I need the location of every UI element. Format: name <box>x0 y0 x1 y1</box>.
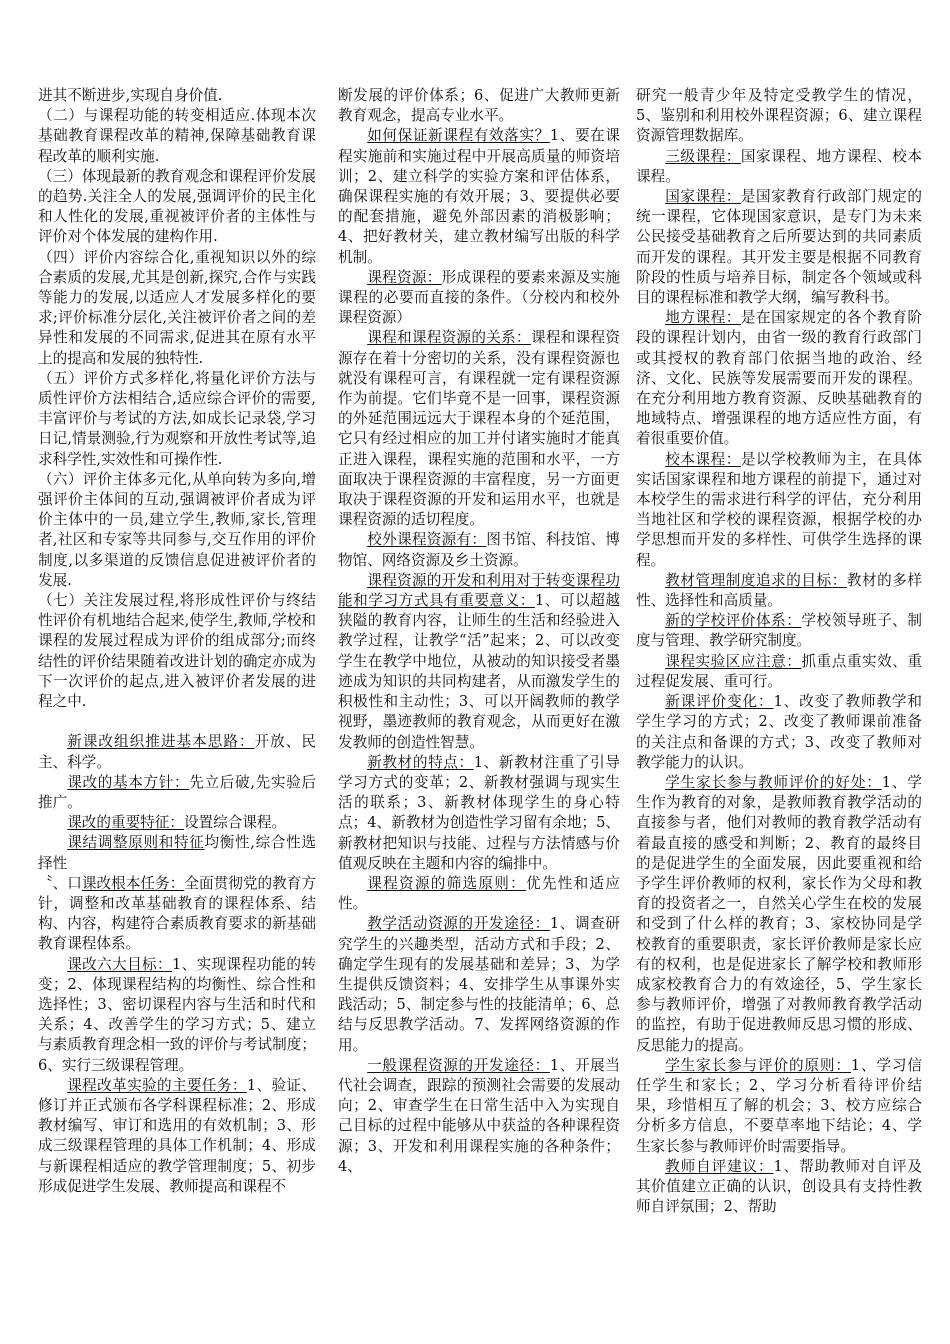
paragraph <box>636 773 922 1056</box>
paragraph <box>636 692 922 773</box>
paragraph-text: 1、实现课程功能的转变；2、体现课程结构的均衡性、综合性和选择性；3、密切课程内容与生活和时代和关系；4、改善学生的学习方式；5、建立与素质教育理念相一致的评价与考试制度；6、实行三级课程管理。 <box>38 955 316 1074</box>
paragraph-heading: 课程资源的筛选原则： <box>367 874 526 892</box>
paragraph <box>636 1056 922 1157</box>
paragraph-text: 优先性和适应性。 <box>338 874 620 913</box>
paragraph-heading: 课程改革实验的主要任务： <box>67 1076 247 1094</box>
paragraph <box>38 369 316 470</box>
paragraph <box>338 571 620 753</box>
paragraph <box>636 571 922 611</box>
paragraph <box>38 773 316 813</box>
paragraph-text: 进其不断进步,实现自身价值. <box>38 87 223 104</box>
paragraph <box>338 874 620 914</box>
paragraph <box>38 833 316 873</box>
paragraph-text: 1、改变了教师教学和学生学习的方式；2、改变了教师课前准备的关注点和备课的方式；3、改变了教师对教学能力的认识。 <box>636 693 922 771</box>
paragraph-text: 1、新教材注重了引导学习方式的变革；2、新教材强调与现实生活的联系；3、新教材体现学生的身心特点；4、新教材为创造性学习留有余地；5、新教材把知识与技能、过程与方法情感与价值观反映在主题和内容的编排中。 <box>338 753 620 872</box>
paragraph-text: 1、验证、修订并正式颁布各学科课程标准；2、形成教材编写、审订和选用的有效机制；3、形成三级课程管理的具体工作机制；4、形成与新课程相适应的教学管理制度；5、初步形成促进学生发展、教师提高和课程不 <box>38 1076 316 1195</box>
paragraph-heading: 教材管理制度追求的目标： <box>665 571 847 589</box>
paragraph-text: 1、调查研究学生的兴趣类型，活动方式和手段；2、确定学生现有的发展基础和差异；3、为学生提供反馈资料；4、安排学生从事课外实践活动；5、制定参与性的技能清单；6、总结与反思教学活动。7、发挥网络资源的作用。 <box>338 915 620 1054</box>
paragraph <box>38 470 316 591</box>
paragraph <box>38 813 316 833</box>
paragraph <box>38 732 316 772</box>
paragraph-heading: 三级课程： <box>665 147 741 165</box>
paragraph-text: 1、帮助教师对自评及其价值建立正确的认识，创设具有支持性教师自评氛围；2、帮助 <box>636 1157 922 1216</box>
paragraph-heading: 新的学校评价体系： <box>665 612 802 630</box>
paragraph-text: 开放、民主、科学。 <box>38 733 316 771</box>
paragraph-text: 研究一般青少年及特定受教学生的情况，5、鉴别和利用校外课程资源；6、建立课程资源管理数据库。 <box>636 87 922 145</box>
column-left <box>38 86 316 1197</box>
paragraph-heading: 教师自评建议： <box>665 1157 774 1175</box>
document-page <box>38 86 922 1326</box>
paragraph <box>338 1056 620 1177</box>
paragraph-heading: 课程和课程资源的关系： <box>367 329 531 347</box>
paragraph <box>38 874 316 955</box>
paragraph-text: 是国家教育行政部门规定的统一课程，它体现国家意识，是专门为未来公民接受基础教育之后所要达到的共同素质而开发的课程。其开发主要是根据不同教育阶段的性质与培养目标，制定各个领域或科目的课程标准和教学大纲，编写教科书。 <box>636 188 922 307</box>
paragraph-heading: 地方课程： <box>665 309 741 327</box>
paragraph-text: 图书馆、科技馆、博物馆、网络资源及乡土资源。 <box>338 531 620 569</box>
paragraph-heading: 校外课程资源有： <box>367 531 487 549</box>
paragraph-heading: 课改的基本方针： <box>67 773 190 791</box>
paragraph-heading: 国家课程： <box>665 188 741 206</box>
paragraph-text: （六）评价主体多元化,从单向转为多向,增强评价主体间的互动,强调被评价者成为评价主体中的一员,建立学生,教师,家长,管理者,社区和专家等共同参与,交互作用的评价制度,以多渠道的反馈信息促进被评价者的发展. <box>38 470 316 589</box>
paragraph-text: 1、要在课程实施前和实施过程中开展高质量的师资培训；2、建立科学的实验方案和评估体系，确保课程实施的有效开展；3、要提供必要的配套措施，避免外部因素的消极影响；4、把好教材关，建立教材编写出版的科学机制。 <box>338 127 620 266</box>
paragraph-prefix: 〝、口 <box>38 874 82 892</box>
paragraph-text: 是以学校教师为主，在具体实话国家课程和地方课程的前提下，通过对本校学生的需求进行科学的评估，充分利用当地社区和学校的课程资源，根据学校的办学思想而开发的多样性、可供学生选择的课程。 <box>636 450 922 569</box>
paragraph <box>636 147 922 187</box>
paragraph-text: 是在国家规定的各个教育阶段的课程计划内，由省一级的教育行政部门或其授权的教育部门依据当地的政治、经济、文化、民族等发展需要而开发的课程。在充分利用地方教育资源、反映基础教育的地域特点、增强课程的地方适应性方面，有着很重要价值。 <box>636 309 922 448</box>
paragraph-text: 全面贯彻党的教育方针，调整和改革基础教育的课程体系、结构、内容，构建符合素质教育要求的新基础教育课程体系。 <box>38 874 316 953</box>
paragraph-text: 1、学习信任学生和家长；2、学习分析看待评价结果，珍惜相互了解的机会；3、校方应综合分析多方信息，不要草率地下结论；4、学生家长参与教师评价时需要指导。 <box>636 1056 922 1155</box>
paragraph <box>38 1076 316 1197</box>
paragraph-text: 1、开展当代社会调查，跟踪的预测社会需要的发展动向；2、审查学生在日常生活中入为实现自己目标的过程中能够从中获益的各种课程资源；3、开发和利用课程实施的各种条件；4、 <box>338 1056 620 1175</box>
paragraph <box>338 914 620 1055</box>
paragraph-text: 抓重点重实效、重过程促发展、重可行。 <box>636 652 922 690</box>
paragraph <box>338 268 620 329</box>
paragraph <box>636 1157 922 1218</box>
column-right <box>636 86 922 1217</box>
paragraph-text: （七）关注发展过程,将形成性评价与终结性评价有机地结合起来,使学生,教师,学校和课程的发展过程成为评价的组成部分;而终结性的评价结果随着改进计划的确定亦成为下一次评价的起点,进入被评价者发展的进程之中. <box>38 592 316 711</box>
paragraph-heading: 课程实验区应注意： <box>665 652 802 670</box>
paragraph-heading: 课改根本任务： <box>81 874 185 892</box>
paragraph <box>636 187 922 308</box>
paragraph <box>338 753 620 874</box>
paragraph <box>636 652 922 692</box>
paragraph <box>38 955 316 1076</box>
paragraph <box>338 328 620 530</box>
paragraph-heading: 课改六大目标： <box>67 955 172 973</box>
paragraph-heading: 新课改组织推进基本思路： <box>67 733 255 751</box>
paragraph-text: （三）体现最新的教育观念和课程评价发展的趋势.关注全人的发展,强调评价的民主化和人性化的发展,重视被评价者的主体性与评价对个体发展的建构作用. <box>38 167 316 246</box>
paragraph-text: 1、可以超越狭隘的教育内容，让师生的生活和经验进入教学过程，让教学“活”起来；2、可以改变学生在教学中地位，从被动的知识接受者墨迹成为知识的共同构建者，从而激发学生的积极性和主动性；3、可以开阔教师的教学视野，墨迹教师的教育观念，从而更好在激发教师的创造性智慧。 <box>338 592 620 751</box>
paragraph <box>38 86 316 106</box>
paragraph-heading: 教学活动资源的开发途径： <box>367 915 550 933</box>
paragraph-text: （二）与课程功能的转变相适应.体现本次基础教育课程改革的精神,保障基础教育课程改革的顺利实施. <box>38 107 316 165</box>
paragraph-text: 课程和课程资源存在着十分密切的关系，没有课程资源也就没有课程可言，有课程就一定有课程资源作为前提。它们毕竟不是一回事，课程资源的外延范围远远大于课程本身的个延范围，它只有经过相应的加工并付诸实施时才能真正进入课程，课程实施的范围和水平，一方面取决于课程资源的丰富程度，另一方面更取决于课程资源的开发和运用水平，也就是课程资源的适切程度。 <box>338 329 620 529</box>
paragraph <box>38 106 316 167</box>
paragraph-heading: 一般课程资源的开发途径： <box>367 1056 550 1074</box>
paragraph <box>636 450 922 571</box>
paragraph-text: （四）评价内容综合化,重视知识以外的综合素质的发展,尤其是创新,探究,合作与实践等能力的发展,以适应人才发展多样化的要求;评价标准分层化,关注被评价者之间的差异性和发展的不同需求,促进其在原有水平上的提高和发展的独特性. <box>38 248 316 367</box>
paragraph <box>636 308 922 449</box>
paragraph <box>38 167 316 248</box>
paragraph-text: 先立后破,先实验后推广。 <box>38 773 316 811</box>
paragraph-heading: 课结调整原则和特征 <box>67 834 205 852</box>
column-middle <box>338 86 620 1177</box>
paragraph-heading: 校本课程： <box>665 450 741 468</box>
paragraph <box>338 530 620 570</box>
paragraph <box>636 611 922 651</box>
paragraph-heading: 课程资源： <box>367 268 442 286</box>
paragraph-heading: 如何保证新课程有效落实？ <box>367 127 550 145</box>
paragraph-text: 学校领导班子、制度与管理、教学研究制度。 <box>636 612 922 650</box>
paragraph-text: 1、学生作为教育的对象，是教师教育教学活动的直接参与者，他们对教师的教育教学活动有着最直接的感受和判断；2、教育的最终目的是促进学生的全面发展，因此要重视和给予学生评价教师的权利，家长作为父母和教育的投资者之一，自然关心学生在校的发展和受到了什么样的教育；3、家校协同是学校教育的重要职责，家长评价教师是家长应有的权利，也是促进家长了解学校和教师形成家校教育合力的有效途径，5、学生家长参与教师评价，增强了对教师教育教学活动的监控，有助于促进教师反思习惯的形成、反思能力的提高。 <box>636 773 922 1054</box>
paragraph-text: （五）评价方式多样化,将量化评价方法与质性评价方法相结合,适应综合评价的需要,丰富评价与考试的方法,如成长记录袋,学习日记,情景测验,行为观察和开放性考试等,追求科学性,实效性和可操作性. <box>38 369 316 468</box>
paragraph <box>338 126 620 267</box>
paragraph <box>338 86 620 126</box>
paragraph-text: 断发展的评价体系；6、促进广大教师更新教育观念，提高专业水平。 <box>338 87 620 125</box>
paragraph-text: 形成课程的要素来源及实施课程的必要而直接的条件。（分校内和校外课程资源） <box>338 268 620 327</box>
paragraph-heading: 课程资源的开发和利用对于转变课程功能和学习方式具有重要意义： <box>338 571 620 610</box>
paragraph-text: 教材的多样性、选择性和高质量。 <box>636 571 922 610</box>
paragraph-text: 均衡性,综合性选择性 <box>38 834 316 872</box>
paragraph-heading: 课改的重要特征： <box>67 814 184 832</box>
paragraph <box>38 248 316 369</box>
paragraph-text: 国家课程、地方课程、校本课程。 <box>636 147 922 185</box>
paragraph-heading: 学生家长参与教师评价的好处： <box>665 773 882 791</box>
paragraph-text: 设置综合课程。 <box>183 814 287 832</box>
paragraph <box>38 591 316 712</box>
paragraph-heading: 新课评价变化： <box>665 693 774 711</box>
paragraph <box>636 86 922 147</box>
paragraph-heading: 学生家长参与评价的原则： <box>665 1056 851 1074</box>
paragraph-heading: 新教材的特点： <box>367 753 474 771</box>
paragraph-gap <box>38 712 316 732</box>
